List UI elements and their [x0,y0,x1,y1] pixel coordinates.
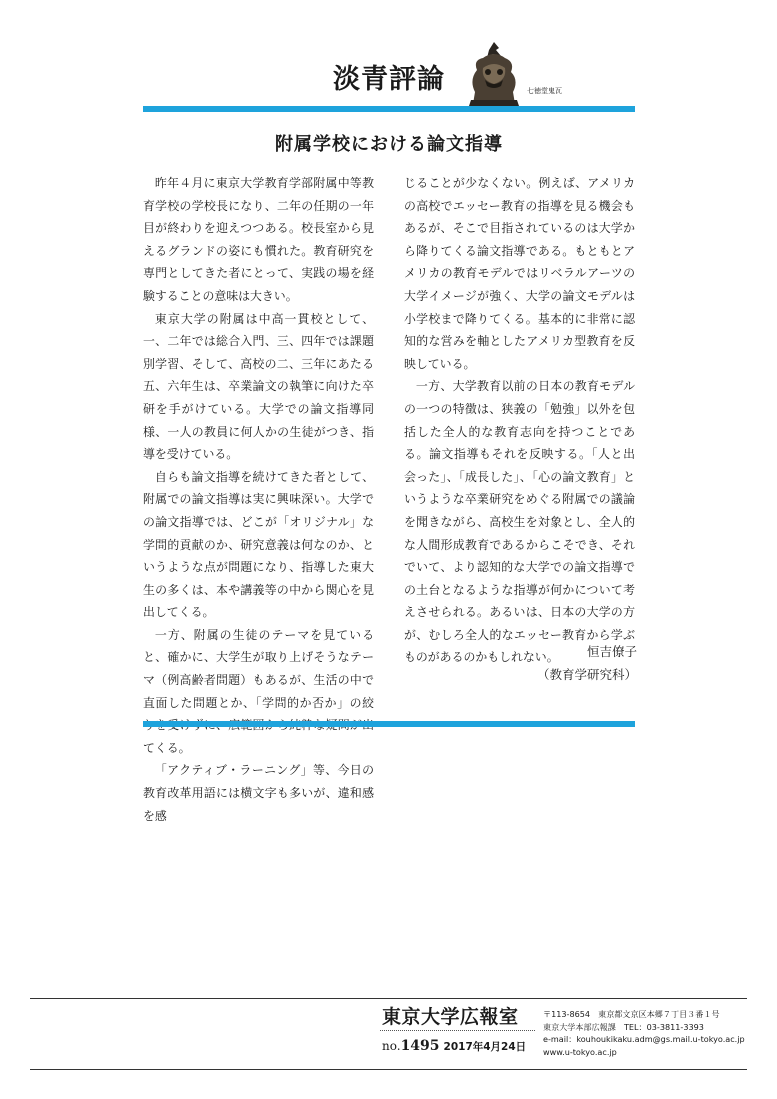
footer-top-line [30,998,747,999]
footer-issue [382,1036,526,1057]
paragraph: 昨年４月に東京大学教育学部附属中等教育学校の学校長になり、二年の任期の一年目が終わりを迎えつつある。校長室から見えるグランドの姿にも慣れた。教育研究を専門としてきた者にとって、実践の場を経験することの意味は大きい。 [143,176,374,303]
email-link[interactable]: e-mail：kouhoukikaku.adm@gs.mail.u-tokyo.ac.jp [543,1034,745,1045]
paragraph: 一方、附属の生徒のテーマを見ていると、確かに、大学生が取り上げそうなテーマ（例高齢者問題）もあるが、生活の中で直面した問題とか、「学問的か否か」の絞 てくる。 [143,627,374,755]
paragraph: 自らも論文指導を続けてきた者として、附属での論文指導は実に興味深い。大学での論文指導では、どこが「オリジナル」な学問的貢献のか、研究意義は何なのか、というような点が問題になり、指導した東大生の多くは、本や講義等の中から関心を見出してくる。 [143,469,374,620]
onigawara-roof-ornament-icon [463,40,525,106]
article-column-right [404,172,635,669]
footer-dotted-divider [380,1030,535,1031]
paragraph: 一方、大学教育以前の日本の教育モデルの一つの特徴は、狭義の「勉強」以外を包括した全人的な教育志向を持つことである。論文指導もそれを反映する。「人と出会った」、「成長した」、「心の論文教育」というような卒業研究をめぐる附属での議論を聞きながら、高校生を対象とし、全人的な人間形成教育であるからこそでき、それでいて、より認知的な大学での論文指導での土台となるような指導が何かについて考えさせられる。あるいは、日本の大学の方が、むしろ全人的なエッセー教育から学ぶものがあるのかもしれない。 [404,379,635,665]
paragraph: 東京大学の附属は中高一貫校として、一、二年では総合入門、三、四年では課題別学習、そして、高校の二、三年にあたる五、六年生は、卒業論文の執筆に向けた卒研を手がけている。大学での論文指導同様、一人の教員に何人かの生徒がつき、指導を受けている。 [143,311,374,462]
footer-bottom-line [30,1069,747,1070]
article-title: 附属学校における論文指導 [275,134,503,155]
issue-prefix: no. [382,1039,401,1053]
bottom-accent-rule [143,721,635,727]
top-accent-rule [143,106,635,112]
author-block [404,640,637,686]
issue-number: 1495 [400,1038,440,1054]
address-line: 東京大学本部広報課 TEL：03-3811-3393 [543,1021,704,1032]
website-link[interactable]: www.u-tokyo.ac.jp [543,1046,617,1057]
article-column-left [143,172,374,827]
issue-date: 2017年4月24日 [443,1041,527,1053]
paragraph: 「アクティブ・ラーニング」等、今日の教育改革用語には横文字も多いが、違和感を感 [143,763,374,823]
figure-caption: 七徳堂鬼瓦 [527,87,562,95]
footer-org-name: 東京大学広報室 [382,1006,519,1028]
masthead-title: 淡青評論 [333,64,445,95]
address-line: 〒113-8654 東京都文京区本郷７丁目３番１号 [543,1009,720,1019]
footer-address [543,1008,743,1058]
paragraph: じることが少なくない。例えば、アメリカの高校でエッセー教育の指導を見る機会もあるが、そこで目指されているのは大学から降りてくる論文指導である。もともとアメリカの教育モデルではリベラルアーツの大学イメージが強く、大学の論文モデルは小学校まで降りてくる。基本的に非常に認知的な営みを軸としたアメリカ型教育を反映している。 [404,176,635,371]
author-affiliation: （教育学研究科） [536,667,637,682]
author-name: 恒吉僚子 [586,644,637,659]
